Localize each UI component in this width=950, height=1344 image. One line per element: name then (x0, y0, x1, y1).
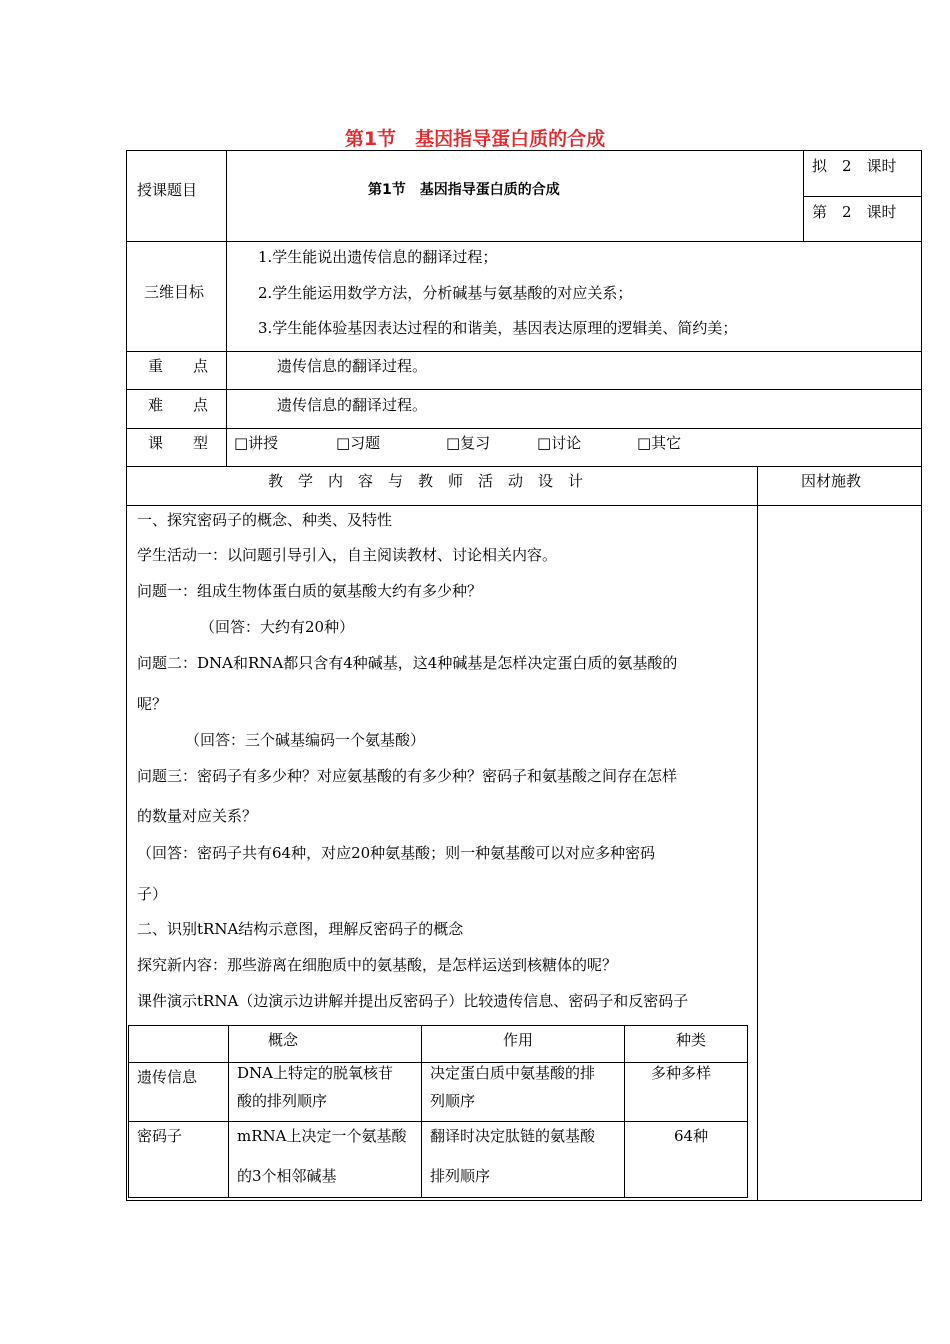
lesson-type-option-discussion[interactable]: □讨论 (537, 434, 582, 452)
planned-hours: 拟 2 课时 (812, 157, 897, 175)
content-line: 学生活动一：以问题引导引入，自主阅读教材、讨论相关内容。 (137, 546, 558, 564)
topic-label: 授课题目 (137, 181, 198, 199)
table-header: 概念 (268, 1031, 299, 1049)
difficulty-label: 难 点 (148, 396, 209, 414)
lesson-type-label: 课 型 (148, 434, 209, 452)
table-cell: 64种 (674, 1127, 709, 1145)
content-line: 课件演示tRNA（边演示边讲解并提出反密码子）比较遗传信息、密码子和反密码子 (137, 992, 689, 1010)
table-cell: 排列顺序 (430, 1167, 491, 1185)
content-line: （回答：大约有20种） (200, 618, 355, 636)
key-point-value: 遗传信息的翻译过程。 (277, 357, 428, 375)
content-line: 探究新内容：那些游离在细胞质中的氨基酸，是怎样运送到核糖体的呢？ (137, 956, 618, 974)
content-line: 二、识别tRNA结构示意图，理解反密码子的概念 (137, 920, 464, 938)
lesson-type-option-review[interactable]: □复习 (446, 434, 491, 452)
adapt-header: 因材施教 (801, 472, 862, 490)
table-cell: 决定蛋白质中氨基酸的排 (430, 1064, 596, 1082)
goal-item: 2.学生能运用数学方法，分析碱基与氨基酸的对应关系； (258, 284, 633, 302)
content-line: 呢？ (137, 695, 168, 713)
content-line: 子） (137, 885, 168, 903)
goals-label: 三维目标 (144, 283, 205, 301)
design-header: 教 学 内 容 与 教 师 活 动 设 计 (268, 472, 584, 490)
content-line: 问题二：DNA和RNA都只含有4种碱基，这4种碱基是怎样决定蛋白质的氨基酸的 (137, 654, 678, 672)
table-cell: 遗传信息 (137, 1068, 198, 1086)
table-cell: DNA上特定的脱氧核苷 (237, 1064, 393, 1082)
table-cell: 的3个相邻碱基 (237, 1167, 337, 1185)
goal-item: 3.学生能体验基因表达过程的和谐美，基因表达原理的逻辑美、简约美； (258, 319, 738, 337)
content-line: （回答：密码子共有64种，对应20种氨基酸；则一种氨基酸可以对应多种密码 (137, 844, 656, 862)
table-cell: 酸的排列顺序 (237, 1092, 328, 1110)
key-point-label: 重 点 (148, 357, 209, 375)
actual-hours: 第 2 课时 (812, 203, 897, 221)
page-title: 第1节 基因指导蛋白质的合成 (344, 128, 606, 150)
table-header: 种类 (676, 1031, 707, 1049)
table-cell: 密码子 (137, 1127, 183, 1145)
content-line: 的数量对应关系？ (137, 807, 258, 825)
table-header: 作用 (503, 1031, 534, 1049)
content-line: 问题一：组成生物体蛋白质的氨基酸大约有多少种？ (137, 582, 483, 600)
content-line: （回答：三个碱基编码一个氨基酸） (185, 731, 426, 749)
content-line: 一、探究密码子的概念、种类、及特性 (137, 511, 393, 529)
table-cell: 翻译时决定肽链的氨基酸 (430, 1127, 596, 1145)
table-cell: 列顺序 (430, 1092, 476, 1110)
difficulty-value: 遗传信息的翻译过程。 (277, 396, 428, 414)
lesson-type-option-other[interactable]: □其它 (637, 434, 682, 452)
content-line: 问题三：密码子有多少种？对应氨基酸的有多少种？密码子和氨基酸之间存在怎样 (137, 767, 678, 785)
table-cell: mRNA上决定一个氨基酸 (237, 1127, 407, 1145)
table-cell: 多种多样 (651, 1064, 712, 1082)
lesson-type-option-exercise[interactable]: □习题 (336, 434, 381, 452)
topic-value: 第1节 基因指导蛋白质的合成 (368, 182, 560, 198)
goal-item: 1.学生能说出遗传信息的翻译过程； (258, 248, 498, 266)
lesson-type-option-lecture[interactable]: □讲授 (234, 434, 279, 452)
